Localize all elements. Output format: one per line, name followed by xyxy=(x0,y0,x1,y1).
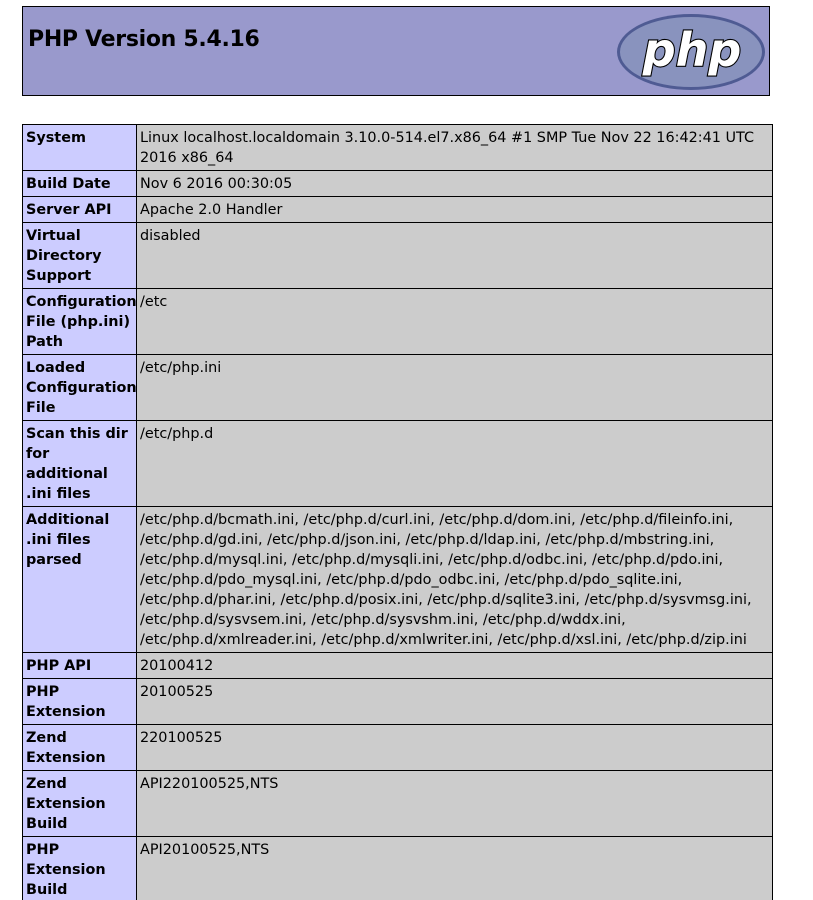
php-logo-text: php xyxy=(642,23,742,77)
table-row xyxy=(23,223,773,289)
row-label: Zend Extension Build xyxy=(23,771,137,837)
table-row xyxy=(23,771,773,837)
row-label: PHP Extension Build xyxy=(23,837,137,900)
table-row xyxy=(23,725,773,771)
row-value: /etc/php.d xyxy=(137,421,773,507)
row-value: 20100525 xyxy=(137,679,773,725)
row-value: /etc/php.d/bcmath.ini, /etc/php.d/curl.ini, /etc/php.d/dom.ini, /etc/php.d/fileinfo.ini, /etc/php.d/gd.ini, /etc/php.d/json.ini, /etc/php.d/ldap.ini, /etc/php.d/mbstring.ini, /etc/php.d/mysql.ini, /etc/php.d/mysqli.ini, /etc/php.d/odbc.ini, /etc/php.d/pdo.ini, /etc/php.d/pdo_mysql.ini, /etc/php.d/pdo_odbc.ini, /etc/php.d/pdo_sqlite.ini, /etc/php.d/phar.ini, /etc/php.d/posix.ini, /etc/php.d/sqlite3.ini, /etc/php.d/sysvmsg.ini, /etc/php.d/sysvsem.ini, /etc/php.d/sysvshm.ini, /etc/php.d/wddx.ini, /etc/php.d/xmlreader.ini, /etc/php.d/xmlwriter.ini, /etc/php.d/xsl.ini, /etc/php.d/zip.ini xyxy=(137,507,773,653)
table-row xyxy=(23,837,773,900)
table-row xyxy=(23,197,773,223)
version-header xyxy=(22,6,770,96)
row-value: 20100412 xyxy=(137,653,773,679)
row-label: Scan this dir for additional .ini files xyxy=(23,421,137,507)
table-row xyxy=(23,171,773,197)
row-label: PHP API xyxy=(23,653,137,679)
table-row xyxy=(23,421,773,507)
row-value: Apache 2.0 Handler xyxy=(137,197,773,223)
table-row xyxy=(23,125,773,171)
row-label: Zend Extension xyxy=(23,725,137,771)
table-row xyxy=(23,289,773,355)
table-row xyxy=(23,653,773,679)
system-info-table xyxy=(22,124,773,900)
row-value: Linux localhost.localdomain 3.10.0-514.el7.x86_64 #1 SMP Tue Nov 22 16:42:41 UTC 2016 x86_64 xyxy=(137,125,773,171)
row-value: /etc/php.ini xyxy=(137,355,773,421)
table-row xyxy=(23,507,773,653)
row-value: API220100525,NTS xyxy=(137,771,773,837)
row-label: PHP Extension xyxy=(23,679,137,725)
row-value: Nov 6 2016 00:30:05 xyxy=(137,171,773,197)
row-label: System xyxy=(23,125,137,171)
row-value: 220100525 xyxy=(137,725,773,771)
row-value: disabled xyxy=(137,223,773,289)
row-label: Configuration File (php.ini) Path xyxy=(23,289,137,355)
row-label: Loaded Configuration File xyxy=(23,355,137,421)
php-logo xyxy=(615,12,767,92)
row-value: API20100525,NTS xyxy=(137,837,773,900)
page-title: PHP Version 5.4.16 xyxy=(28,27,260,52)
row-label: Additional .ini files parsed xyxy=(23,507,137,653)
row-value: /etc xyxy=(137,289,773,355)
row-label: Build Date xyxy=(23,171,137,197)
table-row xyxy=(23,355,773,421)
row-label: Virtual Directory Support xyxy=(23,223,137,289)
row-label: Server API xyxy=(23,197,137,223)
table-row xyxy=(23,679,773,725)
